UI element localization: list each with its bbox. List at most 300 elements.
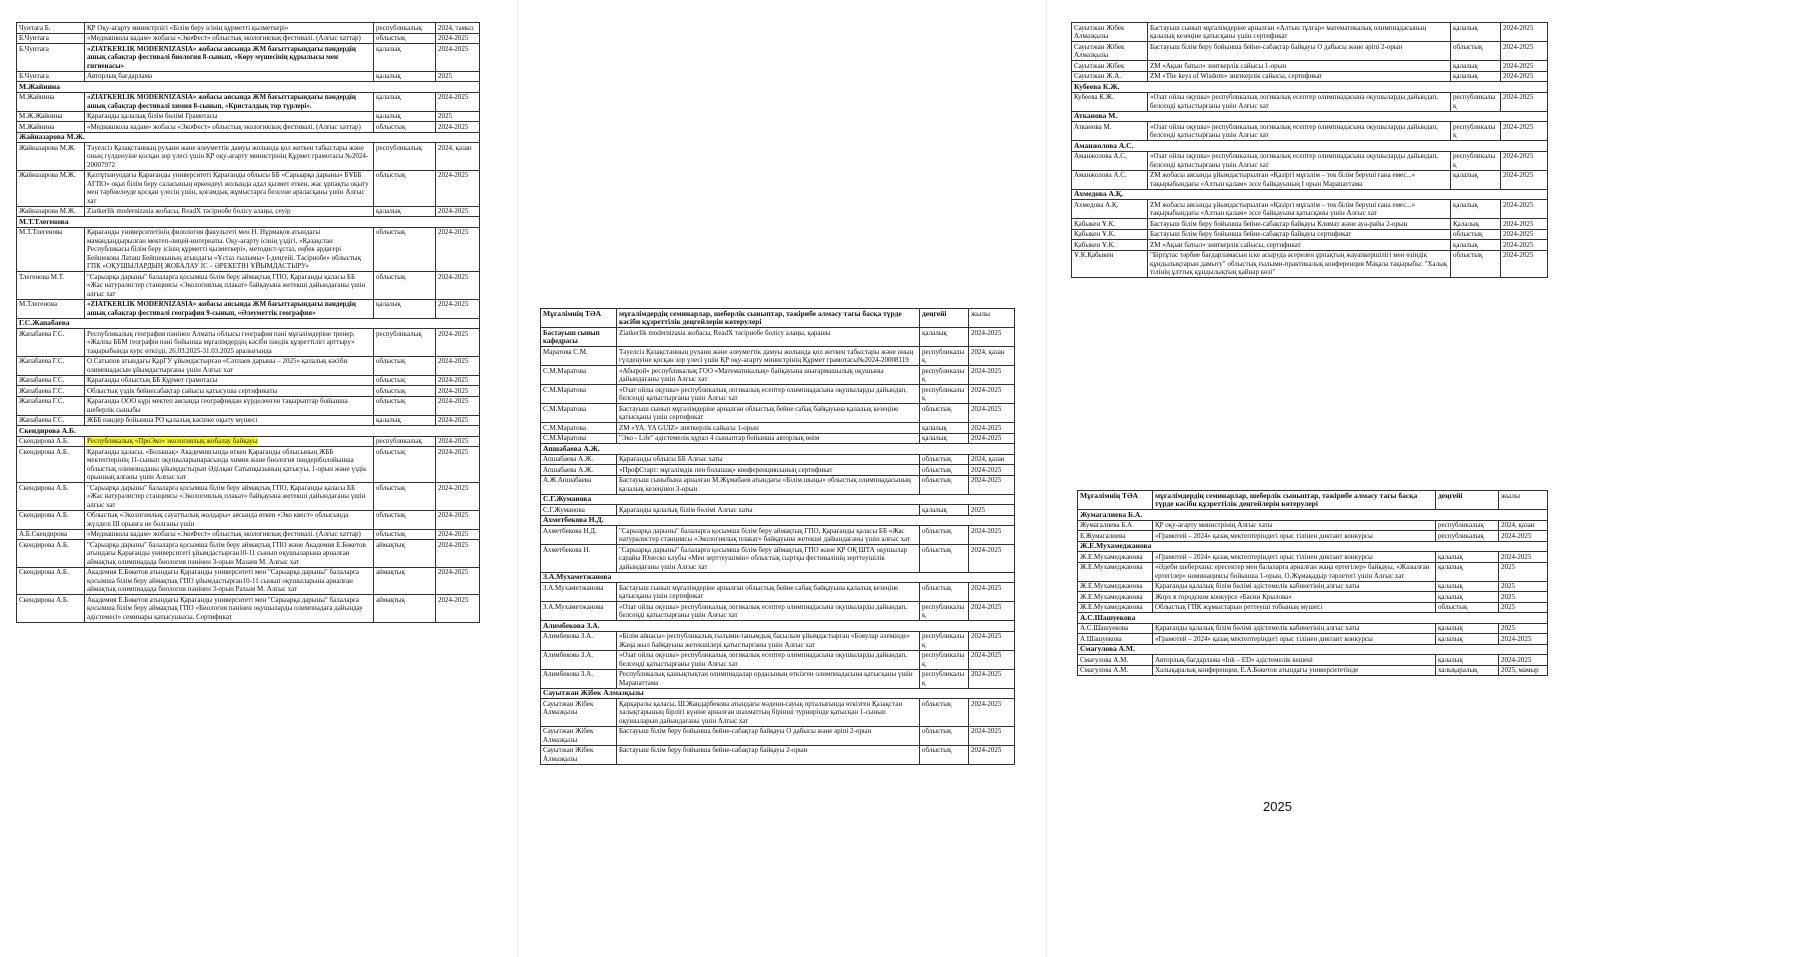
teacher-name-cell: С.М.Маратова xyxy=(541,385,617,404)
level-cell: облыстық xyxy=(920,699,969,727)
year-cell: 2024-2025 xyxy=(436,206,480,217)
description-cell: Бастауыш білім беру бойынша бейне-сабақтар байқауы Климат және ауа-райы 2-орын xyxy=(1148,219,1451,230)
level-cell: республикалық xyxy=(920,347,969,366)
teacher-name-cell: А.Шашуекова xyxy=(1078,634,1153,645)
level-cell: қалалық xyxy=(374,206,436,217)
table-row xyxy=(17,375,480,386)
description-cell: Қарағанды қалалық білім бөлімі Грамотасы xyxy=(85,111,374,122)
teacher-name-cell: Скендирова А.Б. xyxy=(17,540,85,568)
description-cell: «Озат ойлы оқушы» республикалық логикалық есептер олимпиадасына оқушыларды дайындап, белсенді қатыстырғаны үшін Алғыс хат xyxy=(617,602,920,621)
teacher-name-cell: Б.Чуитаға xyxy=(17,44,85,72)
table-row xyxy=(1072,200,1548,219)
teacher-name-cell: Жайназарова М.Ж. xyxy=(17,206,85,217)
table-row xyxy=(1072,229,1548,240)
teacher-name-cell: Аманжолова А.С. xyxy=(1072,170,1148,189)
table-row xyxy=(17,299,480,318)
teacher-name-cell: Чуитаға Б. xyxy=(17,23,85,34)
teacher-name-cell: Б.Жумагалиева xyxy=(1078,531,1153,542)
highlighted-text: Республикалық «ПроЭко» экологиялық жобалау байқауы xyxy=(87,437,258,445)
description-cell: «Озат ойлы оқушы» республикалық логикалық есептер олимпиадасына оқушыларды дайындап, белсенді қатыстырғаны үшін Алғыс хат xyxy=(1148,151,1451,170)
teacher-name-cell: Алимбекова З.А. xyxy=(541,650,617,669)
year-cell: 2024-2025 xyxy=(436,122,480,133)
teacher-name-cell: Скендирова А.Б. xyxy=(17,436,85,447)
description-cell: Бастауыш сынып мұғалімдеріне арналған «Алтын тұлғар» математикалық олимпиадасының қалалық кезеңіне қатысқаны үшін сертификат xyxy=(1148,23,1451,42)
section-row xyxy=(17,318,480,329)
year-cell: 2024-2025 xyxy=(436,483,480,511)
level-cell: облыстық xyxy=(920,465,969,476)
section-name: З.А.Мухаметжанова xyxy=(541,572,1015,583)
description-cell: Республикалық география пәнінен Алматы облысы география пәні мұғалімдеріне тренер, «Жалпы ББМ географія пәні бойынша мұғалімдердің кәсіби пәндік құзреттілігі арттыру» тақырыбында курс өткізді, 26.03.2025-31.03.2025 аралығында xyxy=(85,329,374,357)
awards-table-2 xyxy=(540,308,1015,765)
section-name: Аманжолова А.С. xyxy=(1072,141,1548,152)
level-cell: облыстық xyxy=(920,745,969,764)
description-cell: ZM «YA. YA GUIZ» зияткерлік сайысы 1-орын xyxy=(617,423,920,434)
level-cell: облыстық xyxy=(1436,602,1499,613)
teacher-name-cell: Жапабаева Г.С. xyxy=(17,386,85,397)
teacher-name-cell: Ахметбекова Н.Д. xyxy=(541,526,617,545)
section-name: Ахмедова А.Қ. xyxy=(1072,189,1548,200)
table-row xyxy=(541,404,1015,423)
year-cell: 2024-2025 xyxy=(969,475,1015,494)
description-cell: "Біртұтас тәрбие бағдарламасын іске асыруда әсерелен ұрпақтың жауапкершілігі мен өзіндік құндылықтарын дамыту" облыстық ғылыми-практикалық конференция Мақала тақырыбы: "Халық тілінің ұлттық құндылықтың қайнар көзі" xyxy=(1148,250,1451,278)
table-row xyxy=(541,347,1015,366)
table-row xyxy=(541,423,1015,434)
awards-table-4 xyxy=(1077,490,1548,676)
teacher-name-cell: З.А.Мухаметжанова xyxy=(541,602,617,621)
level-cell: облыстық xyxy=(374,375,436,386)
header-name: Мұғалімнің ТӘА xyxy=(541,309,617,328)
document-panel-2 xyxy=(540,308,1014,765)
year-cell: 2024, қазан xyxy=(969,347,1015,366)
table-header xyxy=(541,309,1015,328)
table-row xyxy=(1078,634,1548,645)
description-cell: Республикалық қашықтықтан олимпиадалар ордасының өткізген олимпиадасына қатысқаны үшін Марапаттама xyxy=(617,669,920,688)
table-row xyxy=(17,143,480,171)
table-row xyxy=(1072,250,1548,278)
description-cell: «Абырой» республикалық ГОО «Математикалық» байқауына шығармашылық оқушыны дайындағаны үшін Алғыс хат xyxy=(617,366,920,385)
header-year: жылы xyxy=(969,309,1015,328)
year-cell: 2025 xyxy=(436,111,480,122)
table-row xyxy=(1072,170,1548,189)
year-cell: 2025 xyxy=(1499,623,1548,634)
teacher-name-cell: С.М.Маратова xyxy=(541,433,617,444)
level-cell: қалалық xyxy=(1436,581,1499,592)
teacher-name-cell: Алимбекова З.А. xyxy=(541,669,617,688)
awards-table-1 xyxy=(16,22,480,623)
description-cell: Ziatkerlik modernizasia жобасы, ReadX тәсірнобе болісу алаңы, сеуір xyxy=(85,206,374,217)
table-row xyxy=(1072,61,1548,72)
section-name: Жайназарова М.Ж. xyxy=(17,132,480,143)
level-cell: қалалық xyxy=(920,433,969,444)
table-row xyxy=(541,545,1015,573)
table-row xyxy=(1072,71,1548,82)
teacher-name-cell: Атканова М. xyxy=(1072,122,1148,141)
section-name: Алимбекова З.А. xyxy=(541,621,1015,632)
level-cell: қалалық xyxy=(374,415,436,426)
section-row xyxy=(17,426,480,437)
description-cell: О.Сатыпов атындағы ҚарГУ ұйымдастырған «Сәтпаев дарыны – 2025» қалалық кәсіби олимпиадасын ұйымдастырғаны үшін Алғыс хат xyxy=(85,356,374,375)
year-cell: 2024-2025 xyxy=(436,227,480,272)
year-cell: 2024, қазан xyxy=(969,454,1015,465)
level-cell: республикалық xyxy=(1451,151,1501,170)
section-row xyxy=(541,494,1015,505)
table-header xyxy=(1078,491,1548,510)
table-row xyxy=(17,595,480,623)
document-panel-4 xyxy=(1077,490,1547,676)
level-cell: облыстық xyxy=(374,396,436,415)
table-row xyxy=(541,631,1015,650)
year-cell: 2024-2025 xyxy=(969,433,1015,444)
year-cell: 2024-2025 xyxy=(1499,655,1548,666)
teacher-name-cell: С.М.Маратова xyxy=(541,366,617,385)
header-year: жылы xyxy=(1499,491,1548,510)
level-cell: қалалық xyxy=(1436,552,1499,563)
teacher-name-cell: Жапабаева Г.С. xyxy=(17,396,85,415)
description-cell: «Білім айнасы» республикалық ғылыми-танымдық басылым ұйымдастырған «Бояулар әлемінде» Жаңа жыл байқауына жетекшілері қатыстырғаны үшін Алғыс хат xyxy=(617,631,920,650)
teacher-name-cell: Б.Чуитаға xyxy=(17,33,85,44)
description-cell: «Медиашкола кадам» жобасы «ЭкоФест» облыстық экологиялық фестивалі. (Алғыс хаттар) xyxy=(85,122,374,133)
level-cell: облыстық xyxy=(374,122,436,133)
teacher-name-cell: Жапабаева Г.С. xyxy=(17,415,85,426)
teacher-name-cell: С.М.Маратова xyxy=(541,423,617,434)
level-cell: облыстық xyxy=(374,227,436,272)
teacher-name-cell: А.Ж.Апшабаева xyxy=(541,475,617,494)
teacher-name-cell: А.Б.Скендирова xyxy=(17,529,85,540)
year-cell: 2025 xyxy=(1499,602,1548,613)
description-cell: «Әдеби шеберхана: ересектер мен балаларға арналған жаңа ертегілер» байқауы, «Жазылған ертегілер» номинациясы бойынша 1-орын, О.Жұмақадыр тәрлетегі үшін Алғыс хат xyxy=(1153,562,1436,581)
teacher-name-cell: Скендирова А.Б. xyxy=(17,595,85,623)
description-cell: ЖББ пәндер бойынша РО қалалық кәсіпке оқыту мүшесі xyxy=(85,415,374,426)
year-cell: 2024-2025 xyxy=(436,92,480,111)
teacher-name-cell: С.Г.Жуманова xyxy=(541,505,617,516)
teacher-name-cell: Ж.Е.Мухамеджанова xyxy=(1078,592,1153,603)
year-cell: 2024-2025 xyxy=(1499,531,1548,542)
description-cell: «Озат ойлы оқушы» республикалық логикалық есептер олимпиадасына оқушыларды дайындап, белсенді қатыстырғаны үшін Алғыс хат xyxy=(1148,122,1451,141)
description-cell: «ZIATKERLIK MODERNIZASIA» жобасы аясында ЖМ бағыттарындағы пәндердің ашық сабақтар фестивалі география 9-сынып, «Әлеуметтік география» xyxy=(85,299,374,318)
level-cell: облыстық xyxy=(374,447,436,483)
section-name: Жумагалиева Б.А. xyxy=(1078,510,1548,521)
teacher-name-cell: Ж.Е.Мухамеджанова xyxy=(1078,562,1153,581)
year-cell: 2024-2025 xyxy=(436,272,480,300)
section-row xyxy=(1078,644,1548,655)
teacher-name-cell: Скендирова А.Б. xyxy=(17,483,85,511)
year-cell: 2024-2025 xyxy=(1501,42,1548,61)
teacher-name-cell: Ұ.К.Қабыкен xyxy=(1072,250,1148,278)
section-row xyxy=(1072,82,1548,93)
year-cell: 2024-2025 xyxy=(1499,634,1548,645)
year-cell: 2024-2025 xyxy=(969,699,1015,727)
teacher-name-cell: Тлегенова М.Т. xyxy=(17,272,85,300)
teacher-name-cell: М.Жайнина xyxy=(17,92,85,111)
table-row xyxy=(17,170,480,206)
level-cell: облыстық xyxy=(374,510,436,529)
description-cell: Жорх в городском конкурсе «Басни Крылова» xyxy=(1153,592,1436,603)
teacher-name-cell: Қабыкен Ұ.К. xyxy=(1072,219,1148,230)
section-row xyxy=(1078,541,1548,552)
description-cell: «Грамотей – 2024» қазақ мектептеріндегі орыс тілінен диктант конкурсы xyxy=(1153,634,1436,645)
table-row xyxy=(17,386,480,397)
table-row xyxy=(17,122,480,133)
year-cell: 2024-2025 xyxy=(969,423,1015,434)
section-name: Кубеева К.Ж. xyxy=(1072,82,1548,93)
teacher-name-cell: Ж.Е.Мухамеджанова xyxy=(1078,602,1153,613)
description-cell: Қарағанды облысы ББ Алғыс хаты xyxy=(617,454,920,465)
teacher-name-cell: Сауытжан Ж.А. xyxy=(1072,71,1148,82)
table-row xyxy=(1078,623,1548,634)
level-cell: қалалық xyxy=(1451,23,1501,42)
table-row xyxy=(17,567,480,595)
year-cell: 2024-2025 xyxy=(1501,61,1548,72)
table-row xyxy=(541,366,1015,385)
level-cell: облыстық xyxy=(374,386,436,397)
description-cell: Облыстық ГПК жұмыстарын реттеуші тобының мүшесі xyxy=(1153,602,1436,613)
level-cell: облыстық xyxy=(1451,229,1501,240)
description-cell: Бастауыш сыныбына арналған М.Жұмабаев атындағы «Білім шыңы» облыстық олимпиадасының қалалық кезеңінен 3-орын xyxy=(617,475,920,494)
level-cell: қалалық xyxy=(374,299,436,318)
year-cell: 2024-2025 xyxy=(436,44,480,72)
table-row xyxy=(541,465,1015,476)
table-row xyxy=(1078,581,1548,592)
description-cell: Бастауыш білім беру бойынша бейне-сабақтар байқауы О дабысы және әріпі 2-орын xyxy=(1148,42,1451,61)
teacher-name-cell: Сауытжан Жібек xyxy=(1072,61,1148,72)
section-row xyxy=(1072,189,1548,200)
year-cell: 2024-2025 xyxy=(436,415,480,426)
teacher-name-cell: Смагулова А.М. xyxy=(1078,655,1153,666)
level-cell: қалалық xyxy=(1451,200,1501,219)
teacher-name-cell: Жапабаева Г.С. xyxy=(17,375,85,386)
awards-table-3 xyxy=(1071,22,1548,278)
table-row xyxy=(17,415,480,426)
level-cell: республикалық xyxy=(374,143,436,171)
header-name: Мұғалімнің ТӘА xyxy=(1078,491,1153,510)
year-cell: 2024-2025 xyxy=(969,745,1015,764)
level-cell: Қалалық xyxy=(1451,219,1501,230)
level-cell: республикалық xyxy=(920,366,969,385)
table-row xyxy=(541,699,1015,727)
year-cell: 2024-2025 xyxy=(436,436,480,447)
year-cell: 2025, мамыр xyxy=(1499,665,1548,676)
year-cell: 2024-2025 xyxy=(969,328,1015,347)
level-cell: облыстық xyxy=(920,583,969,602)
description-cell: Қарқаралы қаласы, Ш.Жандарбекова атындағы мәдени-сауық орталығында өткізген Қазақстан халықтарының бірлігі күніне арналған шахматтың бірінші турнирінде қатысқан 1-сынып оқушыларын дайындағаны үшін Алғыс хат xyxy=(617,699,920,727)
table-row xyxy=(17,436,480,447)
description-cell: «Медиашкола кадам» жобасы «ЭкоФест» облыстық экологиялық фестивалі. (Алғыс хаттар) xyxy=(85,33,374,44)
teacher-name-cell: Кубеева К.Ж. xyxy=(1072,92,1148,111)
table-row xyxy=(1078,655,1548,666)
table-row xyxy=(1072,219,1548,230)
level-cell: республикалық xyxy=(374,23,436,34)
level-cell: облыстық xyxy=(920,404,969,423)
year-cell: 2025 xyxy=(969,505,1015,516)
level-cell: республикалық xyxy=(920,631,969,650)
level-cell: қалалық xyxy=(1436,655,1499,666)
description-cell: ZM «Ақын батыл» зияткерлік сайысы, сертификат xyxy=(1148,240,1451,251)
table-row xyxy=(1072,151,1548,170)
table-row xyxy=(17,206,480,217)
level-cell: қалалық xyxy=(1451,71,1501,82)
section-row xyxy=(17,132,480,143)
table-row xyxy=(17,540,480,568)
teacher-name-cell: Ж.Е.Мухамеджанова xyxy=(1078,552,1153,563)
level-cell: облыстық xyxy=(374,529,436,540)
year-cell: 2024-2025 xyxy=(969,602,1015,621)
description-cell: Қарағанды облыстық ББ Құрмет грамотасы xyxy=(85,375,374,386)
teacher-name-cell: З.А.Мухаметжанова xyxy=(541,583,617,602)
level-cell: халықаралық xyxy=(1436,665,1499,676)
teacher-name-cell: Алимбекова З.А. xyxy=(541,631,617,650)
section-row xyxy=(541,688,1015,699)
document-panel-3 xyxy=(1071,22,1547,278)
section-name: Атканова М. xyxy=(1072,111,1548,122)
table-row xyxy=(17,329,480,357)
table-row xyxy=(541,328,1015,347)
section-row xyxy=(1072,111,1548,122)
level-cell: аймақтық xyxy=(374,595,436,623)
description-cell: Халықаралық конференция, Е.А.Бөкетов атындағы университетінде xyxy=(1153,665,1436,676)
level-cell: облыстық xyxy=(374,170,436,206)
teacher-name-cell: Скендирова А.Б. xyxy=(17,567,85,595)
description-cell: Бастауыш білім беру бойынша бейне-сабақтар байқауы сертификат xyxy=(1148,229,1451,240)
table-row xyxy=(17,71,480,82)
description-cell: ZM «Ақын батыл» зияткерлік сайысы 1-орын xyxy=(1148,61,1451,72)
level-cell: облыстық xyxy=(920,454,969,465)
header-level: деңгейі xyxy=(1436,491,1499,510)
description-cell: "Сарыарқа дарыны" балаларға қосымша білім беру аймақтық ГПО және Академия Е.Бөкетов атындағы Қарағанды университеті ұйымдастырған10-11 сынып оқушыларына арналған аймақтық олимпиадада биология пәнінен 3-орын Мазаев М. Алғыс хат xyxy=(85,540,374,568)
year-cell: 2024-2025 xyxy=(969,465,1015,476)
section-name: Ж.Е.Мухамеджанова xyxy=(1078,541,1548,552)
level-cell: республикалық xyxy=(374,329,436,357)
header-description: мұғалімдердің семинарлар, шеберлік сыныптар, тәжірибе алмасу тағы басқа түрде кәсіби құзреттілік деңгейлерін көтерулері xyxy=(1153,491,1436,510)
table-row xyxy=(1072,42,1548,61)
year-cell: 2024-2025 xyxy=(1501,170,1548,189)
document-panel-1 xyxy=(16,22,479,623)
section-name: М.Т.Тлегенова xyxy=(17,217,480,228)
level-cell: облыстық xyxy=(374,356,436,375)
teacher-name-cell: А.С.Шашуекова xyxy=(1078,623,1153,634)
level-cell: қалалық xyxy=(1436,592,1499,603)
description-cell xyxy=(85,436,374,447)
table-row xyxy=(541,433,1015,444)
year-cell: 2024-2025 xyxy=(436,33,480,44)
description-cell: «Озат ойлы оқушы» республикалық логикалық есептер олимпиадасына оқушыларды дайындап, белсенді қатыстырғаны үшін Алғыс хат xyxy=(1148,92,1451,111)
table-row xyxy=(1078,602,1548,613)
teacher-name-cell: Б.Чуитаға xyxy=(17,71,85,82)
description-cell: Қарағанды қаласы, «Болашақ» Академиясында өткен Қарағанды облысының ЖББ мектептерінің 11-сынып оқушыларынарасында химия және биология пәндеріболойынша облыстық олимпиаданы ұйымдастырып Әділқан Сатыпқызының қатысуы, 1-орын және үздік орынның алғаны үшін Алғыс хат xyxy=(85,447,374,483)
level-cell: республикалық xyxy=(374,436,436,447)
table-row xyxy=(17,483,480,511)
table-row xyxy=(541,454,1015,465)
year-cell: 2024-2025 xyxy=(436,567,480,595)
section-row xyxy=(1072,141,1548,152)
level-cell: республикалық xyxy=(920,669,969,688)
section-name: Сауытжан Жібек Алмазқызы xyxy=(541,688,1015,699)
level-cell: қалалық xyxy=(374,111,436,122)
section-name: А.С.Шашуекова xyxy=(1078,613,1548,624)
level-cell: қалалық xyxy=(374,71,436,82)
table-row xyxy=(17,356,480,375)
year-cell: 2024-2025 xyxy=(969,583,1015,602)
table-row xyxy=(1078,531,1548,542)
description-cell: "Сарыарқа дарыны" балаларға қосымша білім беру аймақтық ГПО, Қарағанды қаласы ББ «Жас натуралистер станциясы «Экологиялық плакат» байқауына жетекші дайындағаны үшін алғыс хат xyxy=(85,272,374,300)
year-cell: 2024-2025 xyxy=(969,366,1015,385)
teacher-name-cell: Аманжолова А.С. xyxy=(1072,151,1148,170)
teacher-name-cell: Скендирова А.Б. xyxy=(17,510,85,529)
year-cell: 2024-2025 xyxy=(1501,250,1548,278)
level-cell: республикалық xyxy=(1451,122,1501,141)
description-cell: «Грамотей – 2024» қазақ мектептеріндегі орыс тілінен диктант конкурсы xyxy=(1153,552,1436,563)
year-cell: 2024-2025 xyxy=(436,356,480,375)
table-row xyxy=(1078,520,1548,531)
teacher-name-cell: М.Тлегенова xyxy=(17,299,85,318)
year-cell: 2024, қазан xyxy=(1499,520,1548,531)
level-cell: облыстық xyxy=(1451,42,1501,61)
level-cell: қалалық xyxy=(1436,623,1499,634)
description-cell: "Сарыарқа дарыны" балаларға қосымша білім беру аймақтық ГПО, Қарағанды қаласы ББ «Жас натуралистер станциясы «Экологиялық плакат» байқауына жетекші дайындағаны үшін алғыс хат xyxy=(85,483,374,511)
year-cell: 2024-2025 xyxy=(1501,23,1548,42)
year-cell: 2024-2025 xyxy=(436,595,480,623)
section-name: Апшабаева А.Ж. xyxy=(541,444,1015,455)
year-cell: 2024-2025 xyxy=(969,669,1015,688)
year-cell: 2024-2025 xyxy=(1501,229,1548,240)
table-row xyxy=(1072,23,1548,42)
year-cell: 2024-2025 xyxy=(969,631,1015,650)
description-cell: Академия Е.Бөкетов атындағы Қарағанды университеті мен "Сарыарқа дарыны" балаларға қосымша білім беру аймақтық ГПО ұйымдастырған10-11 сынып оқушыларына арналған аймақтық олимпиадада биология пәнінен 3-орын Рахым М. Алғыс хат xyxy=(85,567,374,595)
year-cell: 2024-2025 xyxy=(436,510,480,529)
teacher-name-cell: Бастауыш сынып кафедрасы xyxy=(541,328,617,347)
year-cell: 2024, тамыз xyxy=(436,23,480,34)
teacher-name-cell: М.Т.Тлегенова xyxy=(17,227,85,272)
level-cell: аймақтық xyxy=(374,540,436,568)
teacher-name-cell: Смагулова А.М. xyxy=(1078,665,1153,676)
description-cell: Бастауыш білім беру бойынша бейне-сабақтар байқауы О дабысы және әріпі 2-орын xyxy=(617,726,920,745)
year-cell: 2024-2025 xyxy=(1499,552,1548,563)
description-cell: Қарағанды қалалық білім бөлімі әдістемелік кабинетінің алғыс хаты xyxy=(1153,581,1436,592)
description-cell: Бастауыш сынып мұғалімдеріне арналған облыстық бейне сабақ байқауына қалалық кезеңіне қатысқаны үшін сертификат xyxy=(617,583,920,602)
teacher-name-cell: М.Ж.Жайнина xyxy=(17,111,85,122)
table-row xyxy=(17,111,480,122)
year-cell: 2024-2025 xyxy=(436,396,480,415)
table-row xyxy=(541,505,1015,516)
description-cell: «Грамотей – 2024» қазақ мектептеріндегі орыс тілінен диктант конкурсы xyxy=(1153,531,1436,542)
section-name: Г.С.Жапабаева xyxy=(17,318,480,329)
year-cell: 2024-2025 xyxy=(969,650,1015,669)
teacher-name-cell: Қабыкен Ұ.К. xyxy=(1072,240,1148,251)
year-cell: 2025 xyxy=(1499,562,1548,581)
year-cell: 2025 xyxy=(1499,581,1548,592)
description-cell: ZM жобасы аясында ұйымдастырылған «Қазіргі мұғалім – тек білім беруші ғана емес...» тақырыбындағы «Алтын қалам» эссе байқауына қатысқаны үшін Алғыс хат xyxy=(1148,200,1451,219)
description-cell: «ZIATKERLIK MODERNIZASIA» жобасы аясында ЖМ бағыттарындағы пәндердің ашық сабақтар фестивалі биология 8-сынып, «Көру мүшесінің құрылысы мен гигиенасы» xyxy=(85,44,374,72)
level-cell: облыстық xyxy=(920,545,969,573)
table-row xyxy=(17,272,480,300)
description-cell: ҚР оқу-ағарту министрінің Алғыс хаты xyxy=(1153,520,1436,531)
teacher-name-cell: М.Жайнина xyxy=(17,122,85,133)
description-cell: Тәуелсіз Қазақстанның рухани және әлеуметтік дамуы жолында қол жеткен табыстары және оның гүлденуіне қосқан зор үлесі үшін ҚР оқу-ағарту министрінің Құрмет грамотасы№2024-20008119 xyxy=(617,347,920,366)
description-cell: Қарағанды қалалық білім бөлімі Алғыс хаты xyxy=(617,505,920,516)
description-cell: Қарағанды қалалық білім бөлімі әдістемелік кабинетінің алғыс хаты xyxy=(1153,623,1436,634)
table-row xyxy=(541,526,1015,545)
table-row xyxy=(17,23,480,34)
description-cell: Бастауыш сынып мұғалімдеріне арналған облыстық бейне сабақ байқауына қалалық кезеңіне қатысқаны үшін сертификат xyxy=(617,404,920,423)
year-cell: 2024-2025 xyxy=(436,529,480,540)
section-row xyxy=(541,572,1015,583)
teacher-name-cell: Ахмедова А.Қ. xyxy=(1072,200,1148,219)
table-row xyxy=(17,510,480,529)
description-cell: «ZIATKERLIK MODERNIZASIA» жобасы аясында ЖМ бағыттарындағы пәндердің ашық сабақтар фестивалі химия 8-сынып, «Кристалдық тор түрлері». xyxy=(85,92,374,111)
level-cell: республикалық xyxy=(920,602,969,621)
description-cell: Қарағанды ООО кұрі мектеп аясында географиядан күрделенген тақырыптар бойынша шеберлік сыныбы xyxy=(85,396,374,415)
table-row xyxy=(541,385,1015,404)
year-cell: 2024-2025 xyxy=(436,540,480,568)
